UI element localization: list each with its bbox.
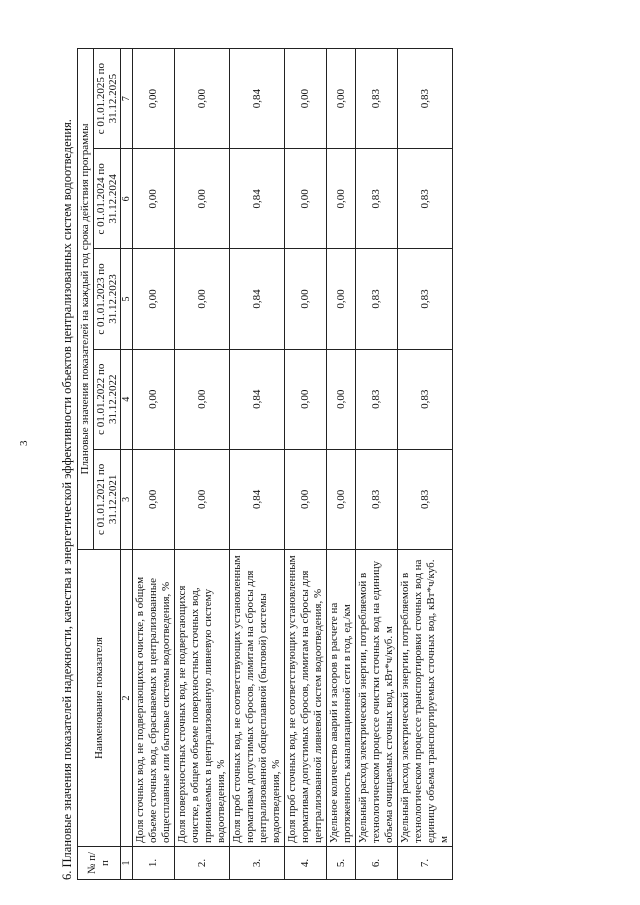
- value-cell: 0,83: [356, 349, 398, 449]
- indicators-table: [77, 48, 453, 880]
- value-cell: 0,83: [356, 149, 398, 249]
- value-cell: 0,00: [285, 49, 327, 149]
- value-cell: 0,84: [230, 449, 285, 549]
- value-cell: 0,84: [230, 249, 285, 349]
- indicator-name: Удельный расход электрической энергии, потребляемой в технологическом процессе транспортировки сточных вод на единицу объема транспортируемых сточных вод, кВт*ч/куб. м: [398, 550, 453, 847]
- value-cell: 0,00: [285, 449, 327, 549]
- row-number: 4.: [285, 847, 327, 880]
- value-cell: 0,00: [175, 449, 230, 549]
- table-row: [133, 49, 175, 880]
- value-cell: 0,00: [133, 249, 175, 349]
- section-heading: 6. Плановые значения показателей надежности, качества и энергетической эффективности объектов централизованных систем водоотведения.: [60, 119, 74, 880]
- value-cell: 0,00: [327, 249, 356, 349]
- row-number: 1.: [133, 847, 175, 880]
- value-cell: 0,00: [285, 149, 327, 249]
- value-cell: 0,83: [398, 149, 453, 249]
- period-header: с 01.01.2025 по 31.12.2025: [94, 49, 121, 149]
- value-cell: 0,00: [133, 49, 175, 149]
- column-index: 1: [121, 847, 133, 880]
- column-index: 2: [121, 550, 133, 847]
- col-num-header: № п/п: [78, 847, 121, 880]
- value-cell: 0,83: [356, 249, 398, 349]
- period-header: с 01.01.2022 по 31.12.2022: [94, 349, 121, 449]
- table-row: [230, 49, 285, 880]
- row-number: 2.: [175, 847, 230, 880]
- value-cell: 0,00: [133, 349, 175, 449]
- rotated-content: [60, 40, 600, 880]
- period-header: с 01.01.2021 по 31.12.2021: [94, 449, 121, 549]
- table-row: [327, 49, 356, 880]
- column-index: 4: [121, 349, 133, 449]
- value-cell: 0,00: [133, 449, 175, 549]
- column-index: 7: [121, 49, 133, 149]
- value-cell: 0,00: [133, 149, 175, 249]
- table-row: [356, 49, 398, 880]
- table-row: [285, 49, 327, 880]
- value-cell: 0,00: [175, 149, 230, 249]
- value-cell: 0,00: [175, 349, 230, 449]
- value-cell: 0,00: [327, 349, 356, 449]
- value-cell: 0,83: [398, 249, 453, 349]
- table-row: [175, 49, 230, 880]
- period-header: с 01.01.2024 по 31.12.2024: [94, 149, 121, 249]
- value-cell: 0,00: [327, 49, 356, 149]
- column-index: 6: [121, 149, 133, 249]
- value-cell: 0,00: [285, 249, 327, 349]
- column-index: 3: [121, 449, 133, 549]
- indicator-name: Доля проб сточных вод, не соответствующих установленным нормативам допустимых сбросов, лимитам на сбросы для централизованной ливневой систем водоотведения, %: [285, 550, 327, 847]
- value-cell: 0,83: [398, 49, 453, 149]
- value-cell: 0,83: [356, 449, 398, 549]
- row-number: 6.: [356, 847, 398, 880]
- value-cell: 0,83: [398, 349, 453, 449]
- value-cell: 0,83: [398, 449, 453, 549]
- plan-values-header: Плановые значения показателей на каждый год срока действия программы: [78, 49, 94, 550]
- indicator-name: Доля сточных вод, не подвергающихся очистке, в общем объеме сточных вод, сбрасываемых в централизованные общесплавные или бытовые системы водоотведения, %: [133, 550, 175, 847]
- value-cell: 0,00: [175, 249, 230, 349]
- value-cell: 0,84: [230, 149, 285, 249]
- indicator-name: Удельное количество аварий и засоров в расчете на протяженность канализационной сети в год, ед./км: [327, 550, 356, 847]
- row-number: 7.: [398, 847, 453, 880]
- column-index: 5: [121, 249, 133, 349]
- indicator-name: Доля проб сточных вод, не соответствующих установленным нормативам допустимых сбросов, лимитам на сбросы для централизованной общесплавной (бытовой) системы водоотведения, %: [230, 550, 285, 847]
- page-number: 3: [18, 440, 30, 446]
- indicator-name: Доля поверхностных сточных вод, не подвергающихся очистке, в общем объеме поверхностных сточных вод, принимаемых в централизованную ливневую систему водоотведения, %: [175, 550, 230, 847]
- value-cell: 0,84: [230, 349, 285, 449]
- value-cell: 0,00: [327, 449, 356, 549]
- value-cell: 0,00: [175, 49, 230, 149]
- value-cell: 0,84: [230, 49, 285, 149]
- indicator-name: Удельный расход электрической энергии, потребляемой в технологическом процессе очистки сточных вод на единицу объема очищаемых сточных вод, кВт*ч/куб. м: [356, 550, 398, 847]
- table-row: [398, 49, 453, 880]
- value-cell: 0,83: [356, 49, 398, 149]
- value-cell: 0,00: [327, 149, 356, 249]
- row-number: 5.: [327, 847, 356, 880]
- value-cell: 0,00: [285, 349, 327, 449]
- col-name-header: Наименование показателя: [78, 550, 121, 847]
- period-header: с 01.01.2023 по 31.12.2023: [94, 249, 121, 349]
- row-number: 3.: [230, 847, 285, 880]
